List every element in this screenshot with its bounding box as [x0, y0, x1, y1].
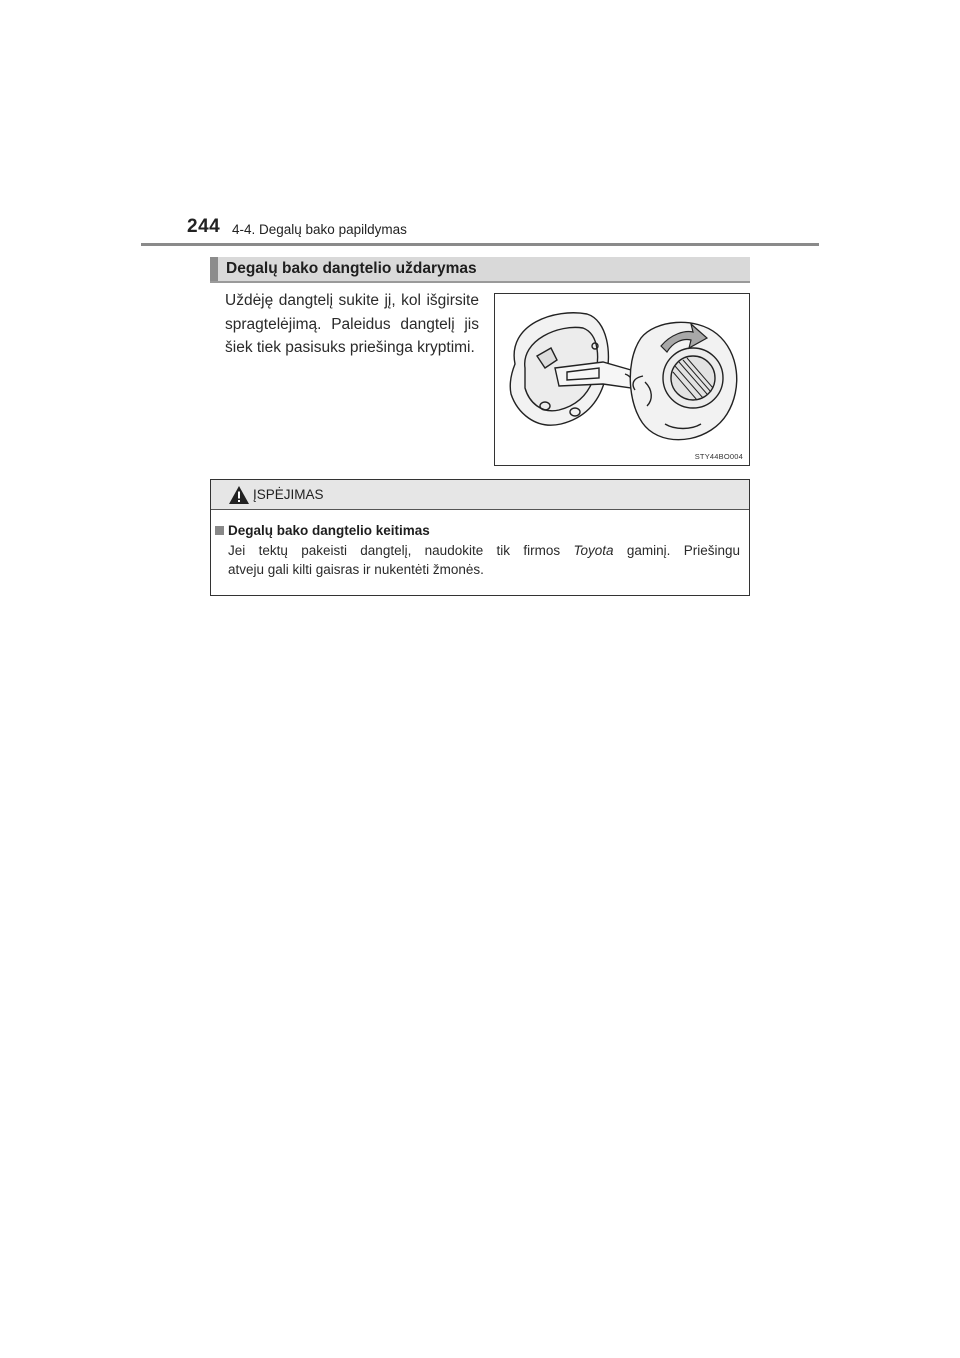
warning-triangle-icon	[228, 485, 250, 505]
warning-text-before: Jei tektų pakeisti dangtelį, naudokite tik firmos	[228, 543, 574, 558]
warning-brand: Toyota	[573, 543, 614, 558]
figure-code: STY44BO004	[694, 452, 743, 461]
bullet-square-icon	[215, 526, 224, 535]
warning-item-title	[215, 523, 430, 538]
warning-item-title-text: Degalų bako dangtelio keitimas	[228, 523, 430, 538]
section-title: Degalų bako dangtelio uždarymas	[226, 260, 477, 277]
warning-text-after: gaminį. Priešingu	[613, 543, 740, 558]
warning-text	[228, 542, 740, 579]
warning-text-line1	[228, 542, 740, 561]
header-divider	[141, 243, 819, 246]
warning-header	[211, 480, 749, 510]
section-body-text: Uždėję dangtelį sukite jį, kol išgirsite spragtelėjimą. Paleidus dangtelį jis šiek tiek pasisuks priešinga kryptimi.	[225, 292, 479, 356]
warning-label: ĮSPĖJIMAS	[253, 487, 324, 502]
section-heading-accent	[210, 257, 218, 281]
fuel-cap-figure	[494, 293, 750, 466]
chapter-title: 4-4. Degalų bako papildymas	[232, 222, 407, 237]
page-number: 244	[187, 216, 221, 237]
warning-box	[210, 479, 750, 596]
section-heading	[210, 257, 750, 283]
warning-text-line2: atveju gali kilti gaisras ir nukentėti žmonės.	[228, 561, 484, 577]
fuel-cap-illustration	[495, 294, 749, 465]
